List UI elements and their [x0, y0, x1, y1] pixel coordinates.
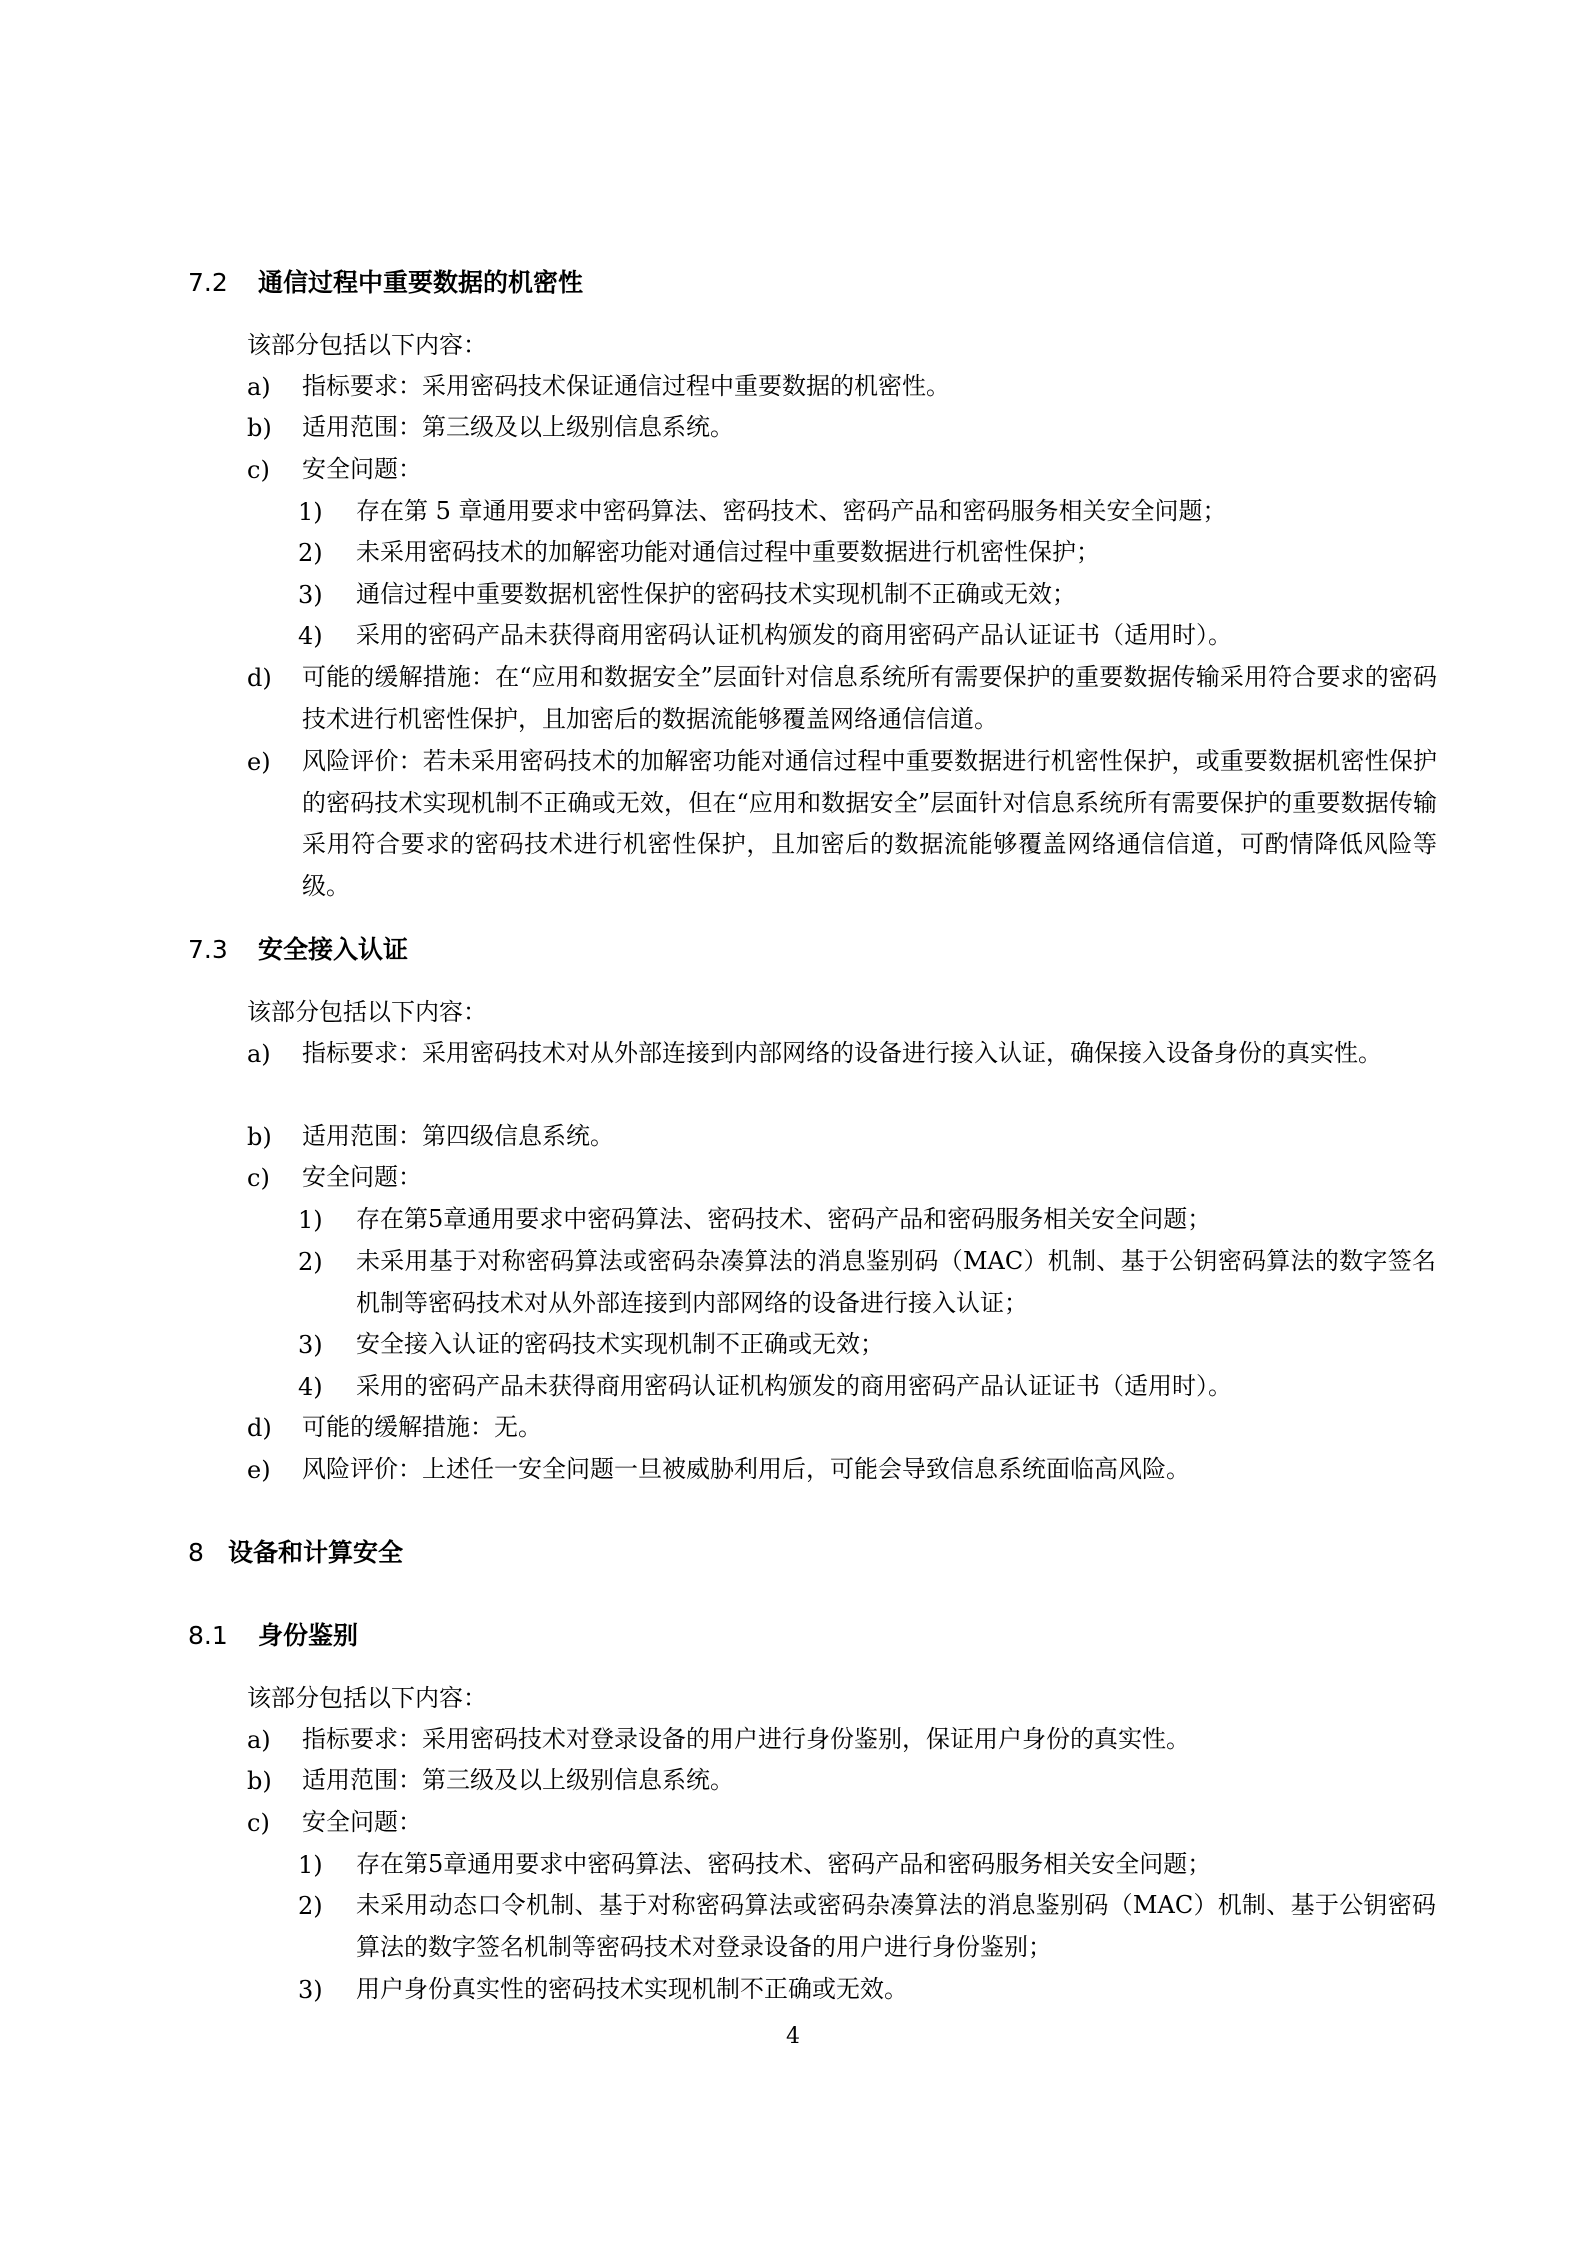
subitem-text: 采用的密码产品未获得商用密码认证机构颁发的商用密码产品认证证书（适用时）。: [356, 1372, 1232, 1400]
item-label: c): [247, 1809, 270, 1837]
subitem-text: 未采用基于对称密码算法或密码杂凑算法的消息鉴别码（MAC）机制、基于公钥密码算法的数字签名机制等密码技术对从外部连接到内部网络的设备进行接入认证；: [356, 1247, 1436, 1317]
subitem-text: 安全接入认证的密码技术实现机制不正确或无效；: [356, 1330, 884, 1358]
subitem-label: 2): [298, 1248, 323, 1276]
subitem-label: 1): [298, 1851, 323, 1879]
item-label: b): [247, 1767, 272, 1795]
subitem-label: 1): [298, 498, 323, 526]
subitem-label: 4): [298, 622, 323, 650]
section-intro: 该部分包括以下内容：: [247, 331, 487, 359]
subitem-label: 3): [298, 581, 323, 609]
item-text: 可能的缓解措施：在“应用和数据安全”层面针对信息系统所有需要保护的重要数据传输采用符合要求的密码技术进行机密性保护，且加密后的数据流能够覆盖网络通信信道。: [302, 663, 1437, 733]
item-label: c): [247, 456, 270, 484]
page-number: 4: [786, 2024, 800, 2049]
item-text: 指标要求：采用密码技术保证通信过程中重要数据的机密性。: [302, 372, 950, 400]
item-label: c): [247, 1164, 270, 1192]
item-text: 指标要求：采用密码技术对从外部连接到内部网络的设备进行接入认证，确保接入设备身份的真实性。: [302, 1039, 1382, 1067]
section-title: 身份鉴别: [258, 1621, 359, 1650]
item-text: 风险评价：上述任一安全问题一旦被威胁利用后，可能会导致信息系统面临高风险。: [302, 1455, 1190, 1483]
item-label: d): [247, 1414, 272, 1442]
item-label: d): [247, 664, 272, 692]
item-text: 安全问题：: [302, 455, 422, 483]
section-heading-7-3: [188, 935, 408, 965]
item-label: a): [247, 1726, 271, 1754]
item-text: 指标要求：采用密码技术对登录设备的用户进行身份鉴别，保证用户身份的真实性。: [302, 1725, 1190, 1753]
item-label: e): [247, 748, 271, 776]
subitem-label: 3): [298, 1331, 323, 1359]
item-label: e): [247, 1456, 271, 1484]
subitem-text: 采用的密码产品未获得商用密码认证机构颁发的商用密码产品认证证书（适用时）。: [356, 621, 1232, 649]
subitem-label: 3): [298, 1976, 323, 2004]
subitem-text: 存在第 5 章通用要求中密码算法、密码技术、密码产品和密码服务相关安全问题；: [356, 497, 1227, 525]
subitem-text: 存在第5章通用要求中密码算法、密码技术、密码产品和密码服务相关安全问题；: [356, 1205, 1212, 1233]
item-text: 适用范围：第三级及以上级别信息系统。: [302, 413, 734, 441]
subitem-text: 存在第5章通用要求中密码算法、密码技术、密码产品和密码服务相关安全问题；: [356, 1850, 1212, 1878]
section-number: 8.1: [188, 1621, 228, 1650]
subitem-label: 2): [298, 539, 323, 567]
section-intro: 该部分包括以下内容：: [247, 1684, 487, 1712]
item-text: 风险评价：若未采用密码技术的加解密功能对通信过程中重要数据进行机密性保护，或重要数据机密性保护的密码技术实现机制不正确或无效，但在“应用和数据安全”层面针对信息系统所有需要保护的重要数据传输采用符合要求的密码技术进行机密性保护，且加密后的数据流能够覆盖网络通信信道，可酌情降低风险等级。: [302, 747, 1437, 900]
item-text: 适用范围：第四级信息系统。: [302, 1122, 614, 1150]
section-number: 7.2: [188, 268, 228, 297]
subitem-text: 通信过程中重要数据机密性保护的密码技术实现机制不正确或无效；: [356, 580, 1076, 608]
chapter-number: 8: [188, 1538, 204, 1567]
item-text: 可能的缓解措施：无。: [302, 1413, 542, 1441]
subitem-text: 用户身份真实性的密码技术实现机制不正确或无效。: [356, 1975, 908, 2003]
subitem-label: 4): [298, 1373, 323, 1401]
chapter-title: 设备和计算安全: [228, 1538, 404, 1567]
item-text: 适用范围：第三级及以上级别信息系统。: [302, 1766, 734, 1794]
section-heading-7-2: [188, 268, 583, 298]
subitem-label: 2): [298, 1892, 323, 1920]
subitem-label: 1): [298, 1206, 323, 1234]
item-label: a): [247, 1040, 271, 1068]
item-label: b): [247, 1123, 272, 1151]
section-heading-8-1: [188, 1621, 358, 1651]
subitem-text: 未采用动态口令机制、基于对称密码算法或密码杂凑算法的消息鉴别码（MAC）机制、基于公钥密码算法的数字签名机制等密码技术对登录设备的用户进行身份鉴别；: [356, 1891, 1436, 1961]
section-number: 7.3: [188, 935, 228, 964]
item-label: b): [247, 414, 272, 442]
item-text: 安全问题：: [302, 1808, 422, 1836]
section-title: 通信过程中重要数据的机密性: [258, 268, 584, 297]
item-label: a): [247, 373, 271, 401]
section-intro: 该部分包括以下内容：: [247, 998, 487, 1026]
item-text: 安全问题：: [302, 1163, 422, 1191]
chapter-heading-8: [188, 1538, 403, 1568]
section-title: 安全接入认证: [258, 935, 409, 964]
subitem-text: 未采用密码技术的加解密功能对通信过程中重要数据进行机密性保护；: [356, 538, 1100, 566]
